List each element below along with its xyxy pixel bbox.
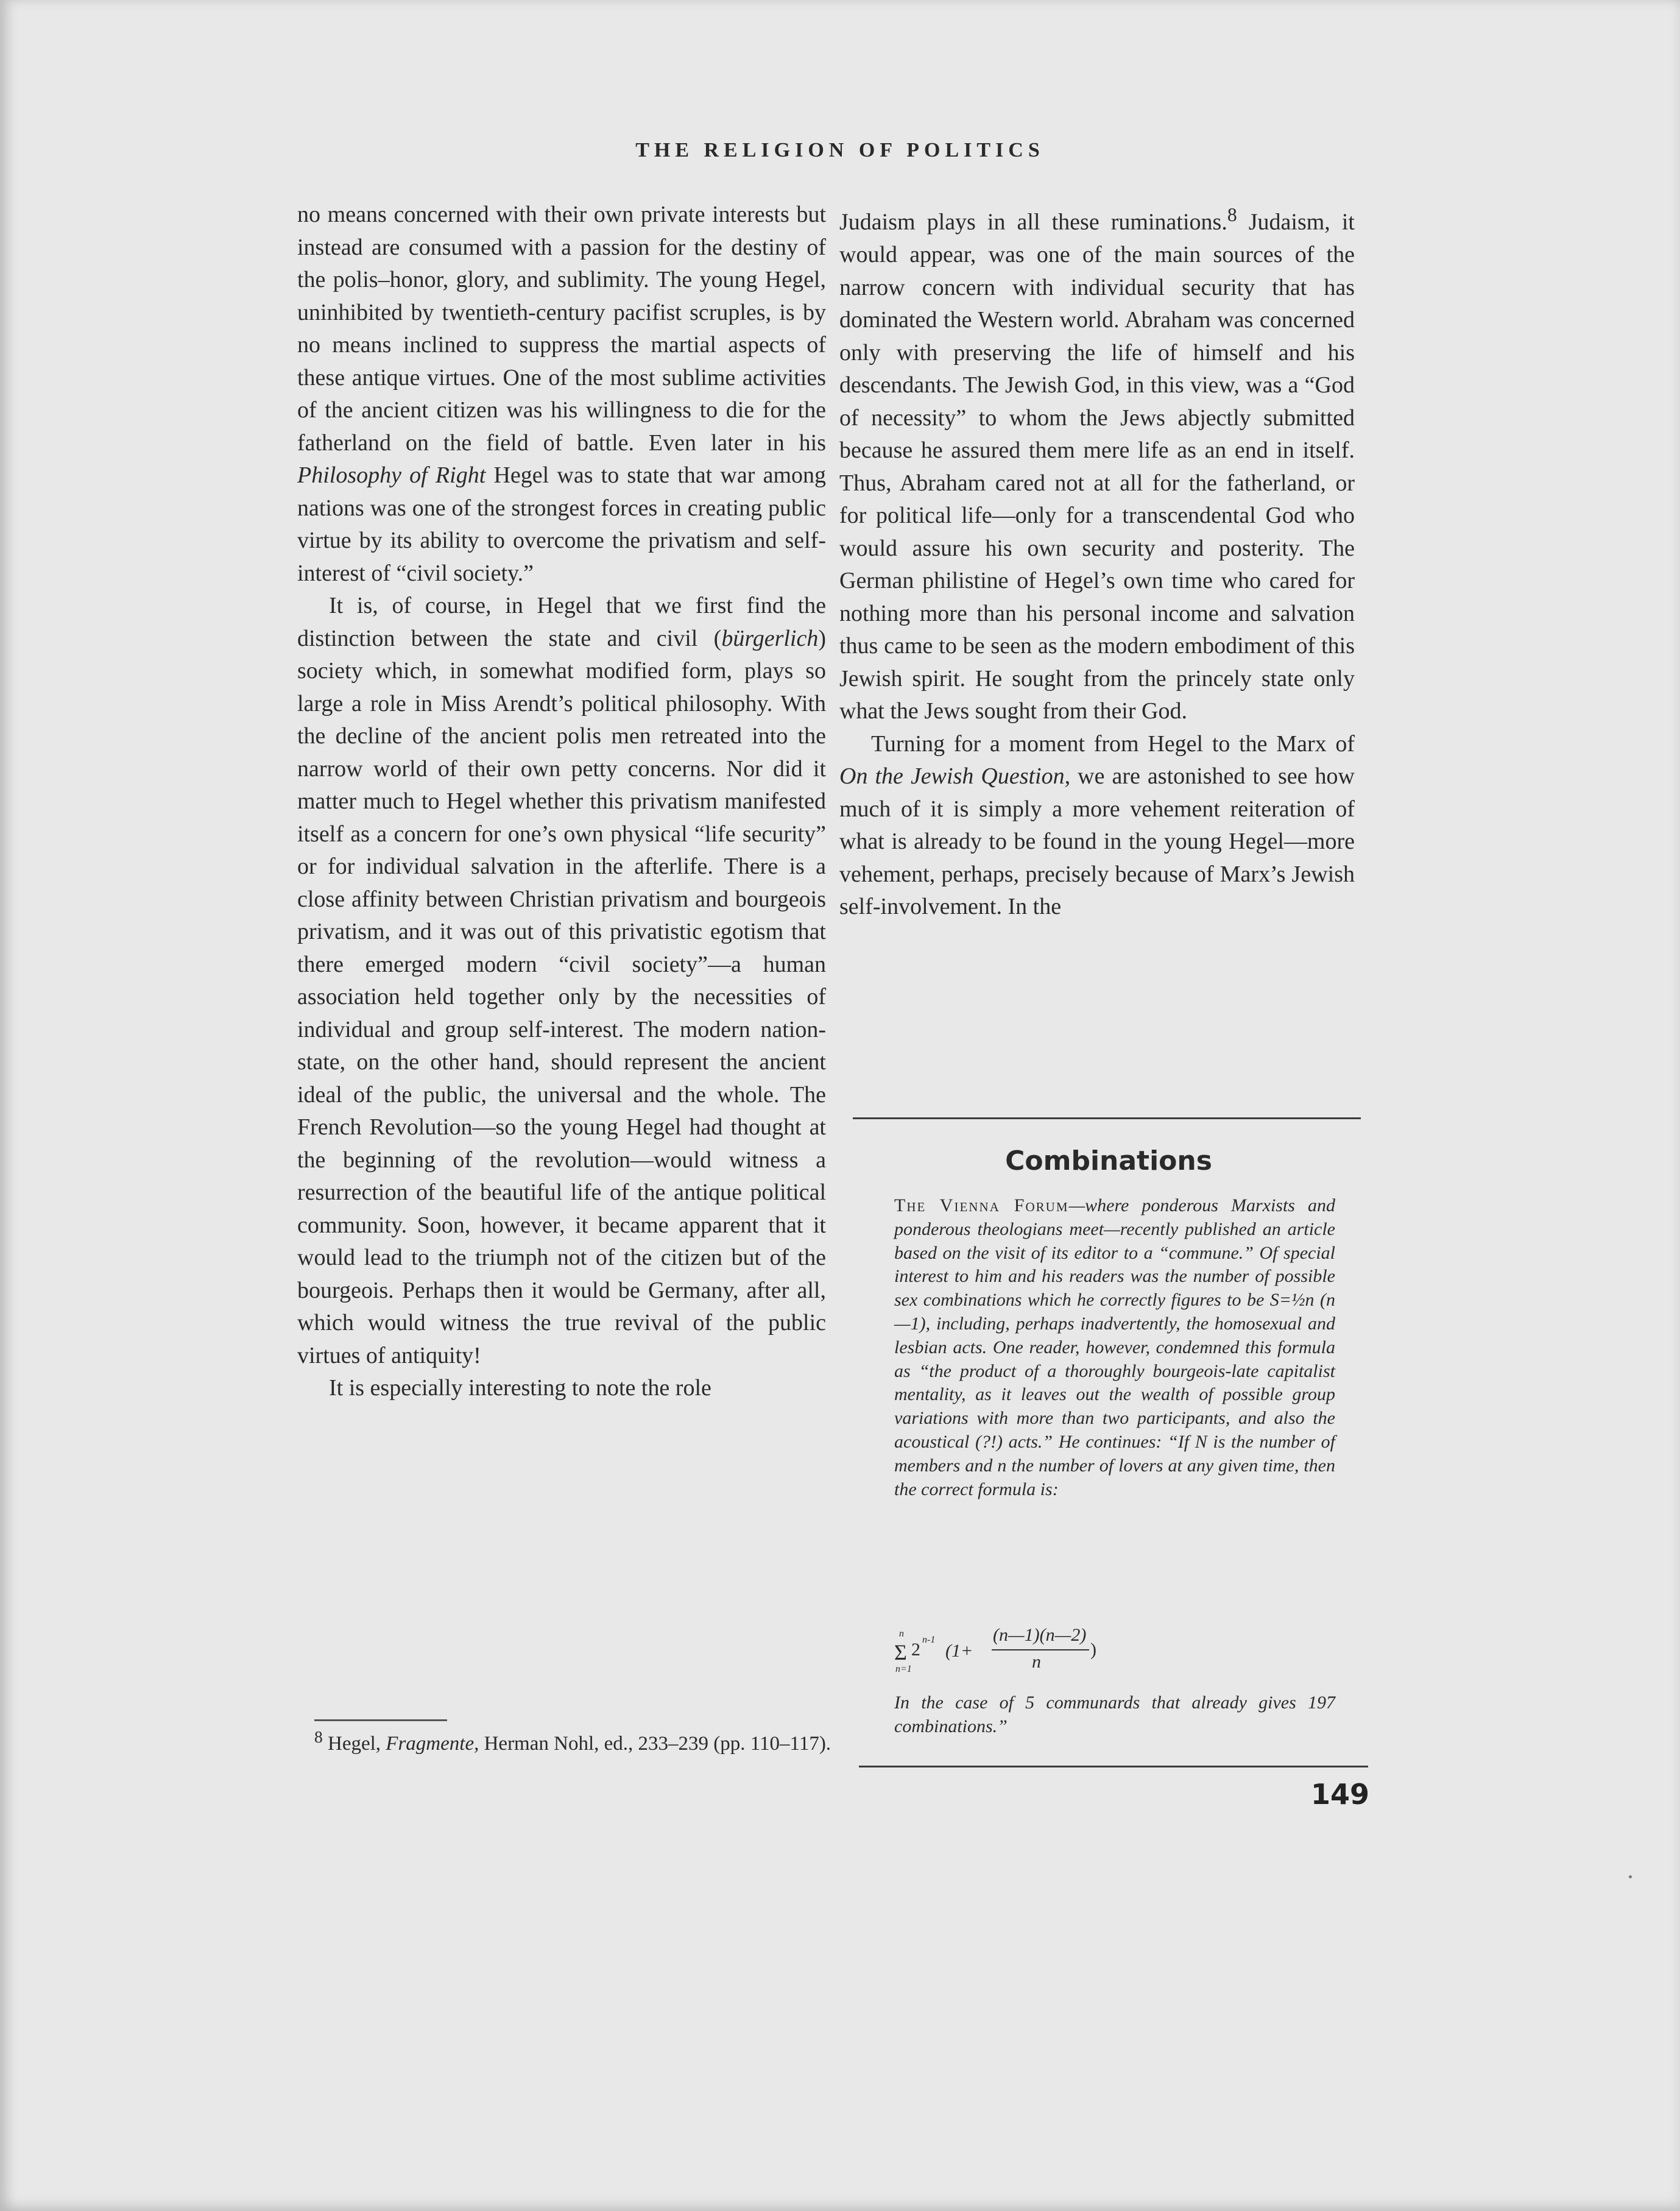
footnote-reference: 8 — [1227, 204, 1237, 225]
term-burgerlich: bürgerlich — [721, 625, 819, 651]
formula-base: 2 — [911, 1640, 920, 1660]
left-paragraph-3: It is especially interesting to note the role — [329, 1375, 711, 1401]
sidebar-top-rule — [853, 1117, 1361, 1119]
left-column — [297, 199, 826, 1405]
formula-close: ) — [1090, 1640, 1096, 1660]
left-paragraph-1: no means concerned with their own private interests but instead are consumed with a passion for the destiny of the polis–honor, glory, and sublimity. The young Hegel, uninhibited by twentieth-century pacifist scruples, is by no means inclined to suppress the martial aspects of these antique virtues. One of the most sublime activities of the ancient citizen was his willingness to die for the fatherland on the field of battle. Even later in his Philosophy of Right Hegel was to state that war among nations was one of the strongest forces in creating public virtue by its ability to overcome the privatism and self-interest of “civil society.” — [297, 202, 827, 586]
book-title-philosophy-of-right: Philosophy of Right — [297, 462, 486, 488]
left-paragraph-2: It is, of course, in Hegel that we first find the distinction between the state and civil (bürgerlich) society which, in somewhat modified form, plays so large a role in Miss Arendt’s political philosophy. With the decline of the ancient polis men retreated into the narrow world of their own petty concerns. Nor did it matter much to Hegel whether this privatism manifested itself as a concern for one’s own physical “life security” or for individual salvation in the afterlife. There is a close affinity between Christian privatism and bourgeois privatism, and it was out of this privatistic egotism that there emerged modern “civil society”—a human association held together only by the necessities of individual and group self-interest. The modern nation-state, on the other hand, should represent the ancient ideal of the public, the universal and the whole. The French Revolution—so the young Hegel had thought at the beginning of the revolution—would witness a resurrection of the beautiful life of the antique political community. Soon, however, it became apparent that it would lead to the triumph not of the citizen but of the bourgeois. Perhaps then it would be Germany, after all, which would witness the true revival of the public virtues of antiquity! — [297, 593, 826, 1368]
formula-lower-limit: n=1 — [895, 1664, 912, 1674]
footnote: $^8$ Hegel, Fragmente, Herman Nohl, ed., 233–239 (pp. 110–117). — [314, 1727, 831, 1755]
footnote-marker: 8 — [314, 1727, 323, 1746]
sidebar-body: The Vienna Forum—where ponderous Marxists and ponderous theologians meet—recently published an article based on the visit of its editor to a “commune.” Of special interest to him and his readers was the number of possible sex combinations which he correctly figures to be S=½n (n—1), including, perhaps inadvertently, the homosexual and lesbian acts. One reader, however, condemned this formula as “the product of a thoroughly bourgeois-late capitalist mentality, as it leaves out the wealth of possible group variations with more than two participants, and also the acoustical (?!) acts.” He continues: “If N is the number of members and n the number of lovers at any given time, then the correct formula is: — [894, 1195, 1335, 1499]
scan-speck — [1629, 1875, 1632, 1878]
book-title-jewish-question: On the Jewish Question, — [839, 763, 1071, 790]
running-header: THE RELIGION OF POLITICS — [635, 139, 1045, 161]
sidebar-closing: In the case of 5 communards that already gives 197 combinations.” — [894, 1693, 1335, 1736]
right-column — [839, 199, 1355, 924]
right-paragraph-2: Turning for a moment from Hegel to the Marx of On the Jewish Question, we are astonished to see how much of it is simply a more vehement reiteration of what is already to be found in the young Hegel—more vehement, perhaps, precisely because of Marx’s Jewish self-involvement. In the — [839, 731, 1355, 920]
sidebar-lead-caps: The Vienna Forum — [894, 1195, 1069, 1215]
footnote-rule — [314, 1719, 447, 1721]
formula-exponent: n-1 — [922, 1635, 936, 1645]
formula-upper-limit: n — [899, 1629, 904, 1639]
sidebar-bottom-rule — [859, 1766, 1368, 1767]
formula-fraction-bar — [992, 1649, 1089, 1650]
sidebar-title: Combinations — [1005, 1145, 1212, 1176]
sidebar-formula — [894, 1624, 1138, 1682]
page-number: 149 — [1310, 1778, 1369, 1811]
formula-denominator: n — [1032, 1652, 1041, 1672]
formula-numerator: (n—1)(n—2) — [993, 1625, 1087, 1645]
right-paragraph-1: Judaism plays in all these ruminations.$^8$ Judaism, it would appear, was one of the main sources of the narrow concern with individual security that has dominated the Western world. Abraham was concerned only with preserving the life of himself and his descendants. The Jewish God, in this view, was a “God of necessity” to whom the Jews abjectly submitted because he assured them mere life as an end in itself. Thus, Abraham cared not at all for the fatherland, or for political life—only for a transcendental God who would assure his own security and posterity. The German philistine of Hegel’s own time who cared for nothing more than his personal income and salvation thus came to be seen as the modern embodiment of this Jewish spirit. He sought from the princely state only what the Jews sought from their God. — [839, 204, 1355, 724]
formula-sigma: Σ — [894, 1640, 907, 1664]
formula-open: (1+ — [945, 1641, 973, 1661]
